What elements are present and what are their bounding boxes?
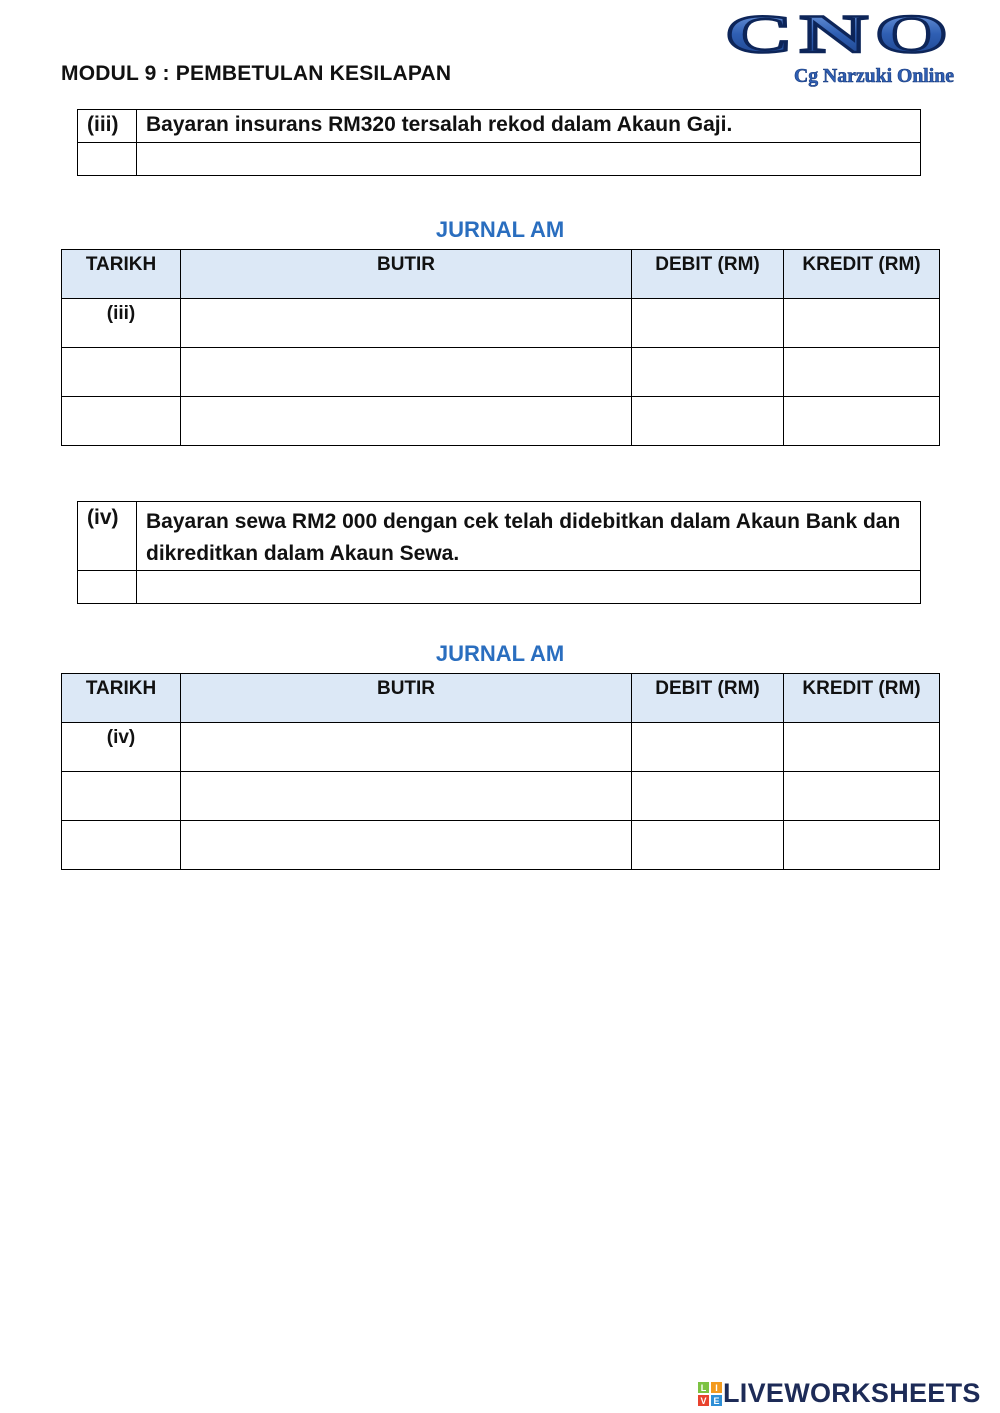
liveworksheets-brand [697, 1378, 981, 1409]
liveworksheets-text: LIVEWORKSHEETS [723, 1378, 981, 1408]
cno-logo [718, 8, 962, 92]
journal-table-iv [61, 673, 940, 870]
question-box-iv [77, 501, 921, 604]
col-kredit: KREDIT (RM) [784, 250, 940, 299]
page-title: MODUL 9 : PEMBETULAN KESILAPAN [61, 62, 452, 85]
butir-cell[interactable] [181, 772, 632, 821]
debit-cell[interactable] [632, 723, 784, 772]
col-butir: BUTIR [181, 674, 632, 723]
kredit-cell[interactable] [784, 397, 940, 446]
kredit-cell[interactable] [784, 348, 940, 397]
table-row [62, 772, 940, 821]
table-row [62, 299, 940, 348]
butir-cell[interactable] [181, 348, 632, 397]
table-row [62, 821, 940, 870]
debit-cell[interactable] [632, 348, 784, 397]
journal-table-iii [61, 249, 940, 446]
tarikh-cell[interactable]: (iv) [62, 723, 181, 772]
tarikh-cell[interactable]: (iii) [62, 299, 181, 348]
table-row [62, 348, 940, 397]
answer-cell[interactable] [137, 143, 921, 176]
butir-cell[interactable] [181, 723, 632, 772]
journal-title: JURNAL AM [435, 641, 565, 666]
journal-title: JURNAL AM [435, 217, 565, 242]
answer-number-cell[interactable] [78, 571, 137, 604]
butir-cell[interactable] [181, 299, 632, 348]
question-number: (iv) [78, 502, 137, 571]
badge-letter: I [715, 1382, 718, 1393]
col-debit: DEBIT (RM) [632, 250, 784, 299]
kredit-cell[interactable] [784, 821, 940, 870]
debit-cell[interactable] [632, 299, 784, 348]
col-tarikh: TARIKH [62, 674, 181, 723]
debit-cell[interactable] [632, 821, 784, 870]
kredit-cell[interactable] [784, 723, 940, 772]
butir-cell[interactable] [181, 821, 632, 870]
kredit-cell[interactable] [784, 299, 940, 348]
debit-cell[interactable] [632, 772, 784, 821]
table-row [62, 397, 940, 446]
liveworksheets-badge-icon [697, 1381, 723, 1407]
col-kredit: KREDIT (RM) [784, 674, 940, 723]
debit-cell[interactable] [632, 397, 784, 446]
table-row [62, 723, 940, 772]
logo-main-text: CNO [725, 8, 955, 64]
badge-letter: L [700, 1382, 707, 1393]
answer-number-cell[interactable] [78, 143, 137, 176]
tarikh-cell[interactable] [62, 348, 181, 397]
tarikh-cell[interactable] [62, 772, 181, 821]
col-debit: DEBIT (RM) [632, 674, 784, 723]
badge-letter: V [700, 1395, 707, 1406]
question-text: Bayaran insurans RM320 tersalah rekod dalam Akaun Gaji. [137, 110, 921, 143]
question-number: (iii) [78, 110, 137, 143]
question-text: Bayaran sewa RM2 000 dengan cek telah didebitkan dalam Akaun Bank dan dikreditkan dalam Akaun Sewa. [137, 502, 921, 571]
badge-letter: E [713, 1395, 720, 1406]
journal-header-row [62, 250, 940, 299]
journal-header-row [62, 674, 940, 723]
tarikh-cell[interactable] [62, 397, 181, 446]
question-box-iii [77, 109, 921, 176]
butir-cell[interactable] [181, 397, 632, 446]
col-tarikh: TARIKH [62, 250, 181, 299]
kredit-cell[interactable] [784, 772, 940, 821]
answer-cell[interactable] [137, 571, 921, 604]
tarikh-cell[interactable] [62, 821, 181, 870]
col-butir: BUTIR [181, 250, 632, 299]
logo-sub-text: Cg Narzuki Online [794, 65, 955, 87]
